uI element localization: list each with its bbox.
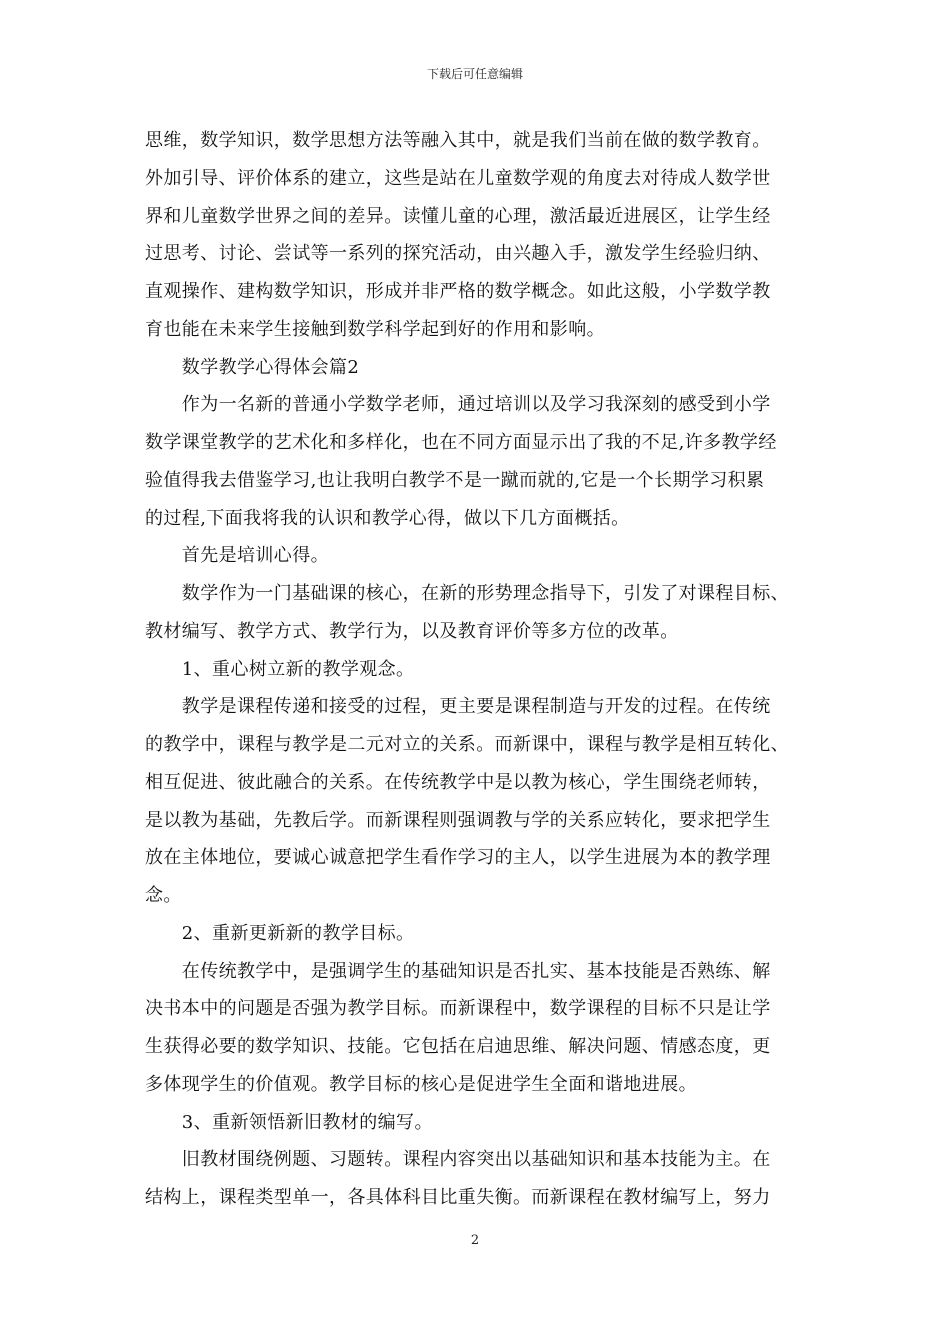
text-line: 放在主体地位，要诚心诚意把学生看作学习的主人，以学生进展为本的教学理 (145, 847, 771, 869)
text-line: 教材编写、教学方式、教学行为，以及教育评价等多方位的改革。 (145, 620, 679, 642)
paragraph (145, 651, 813, 689)
text-line: 的教学中，课程与教学是二元对立的关系。而新课中，课程与教学是相互转化、 (145, 734, 789, 755)
text-line: 念。 (145, 885, 182, 906)
text-line: 作为一名新的普通小学数学老师，通过培训以及学习我深刻的感受到小学 (145, 394, 771, 416)
text-line: 直观操作、建构数学知识，形成并非严格的数学概念。如此这般，小学数学教 (145, 281, 771, 302)
text-line: 决书本中的问题是否强为教学目标。而新课程中，数学课程的目标不只是让学 (145, 998, 771, 1020)
page-number: 2 (470, 1233, 480, 1248)
paragraph (145, 1141, 813, 1217)
text-line: 是以教为基础，先教后学。而新课程则强调教与学的关系应转化，要求把学生 (145, 809, 771, 831)
text-line: 相互促进、彼此融合的关系。在传统教学中是以教为核心，学生围绕老师转， (145, 771, 771, 793)
document-body (145, 122, 813, 1217)
text-line: 验值得我去借鉴学习,也让我明白教学不是一蹴而就的,它是一个长期学习积累 (145, 469, 765, 491)
text-line: 首先是培训心得。 (145, 545, 329, 567)
paragraph (145, 349, 813, 387)
text-line: 1、重心树立新的教学观念。 (145, 658, 415, 680)
text-line: 数学教学心得体会篇2 (145, 356, 360, 378)
text-line: 结构上，课程类型单一，各具体科目比重失衡。而新课程在教材编写上，努力 (145, 1187, 771, 1208)
paragraph (145, 575, 813, 651)
paragraph (145, 688, 813, 915)
paragraph (145, 915, 813, 953)
text-line: 数学作为一门基础课的核心，在新的形势理念指导下，引发了对课程目标、 (145, 583, 789, 604)
text-line: 多体现学生的价值观。教学目标的核心是促进学生全面和谐地进展。 (145, 1073, 697, 1095)
text-line: 外加引导、评价体系的建立，这些是站在儿童数学观的角度去对待成人数学世 (145, 167, 771, 189)
text-line: 生获得必要的数学知识、技能。它包括在启迪思维、解决问题、情感态度，更 (145, 1036, 771, 1057)
page-header: 下载后可任意编辑 (426, 67, 523, 81)
text-line: 旧教材围绕例题、习题转。课程内容突出以基础知识和基本技能为主。在 (145, 1149, 771, 1171)
text-line: 育也能在未来学生接触到数学科学起到好的作用和影响。 (145, 318, 605, 340)
text-line: 的过程,下面我将我的认识和教学心得，做以下几方面概括。 (145, 507, 630, 529)
text-line: 3、重新领悟新旧教材的编写。 (145, 1111, 433, 1133)
paragraph (145, 1104, 813, 1142)
text-line: 思维，数学知识，数学思想方法等融入其中，就是我们当前在做的数学教育。 (145, 130, 771, 151)
text-line: 在传统教学中，是强调学生的基础知识是否扎实、基本技能是否熟练、解 (145, 960, 771, 982)
text-line: 过思考、讨论、尝试等一系列的探究活动，由兴趣入手，激发学生经验归纳、 (145, 243, 771, 265)
paragraph (145, 953, 813, 1104)
paragraph (145, 122, 813, 349)
paragraph (145, 537, 813, 575)
text-line: 2、重新更新新的教学目标。 (145, 922, 415, 944)
text-line: 教学是课程传递和接受的过程，更主要是课程制造与开发的过程。在传统 (145, 696, 771, 718)
text-line: 界和儿童数学世界之间的差异。读懂儿童的心理，激活最近进展区，让学生经 (145, 205, 771, 227)
paragraph (145, 386, 813, 537)
text-line: 数学课堂教学的艺术化和多样化，也在不同方面显示出了我的不足,许多教学经 (145, 432, 777, 453)
